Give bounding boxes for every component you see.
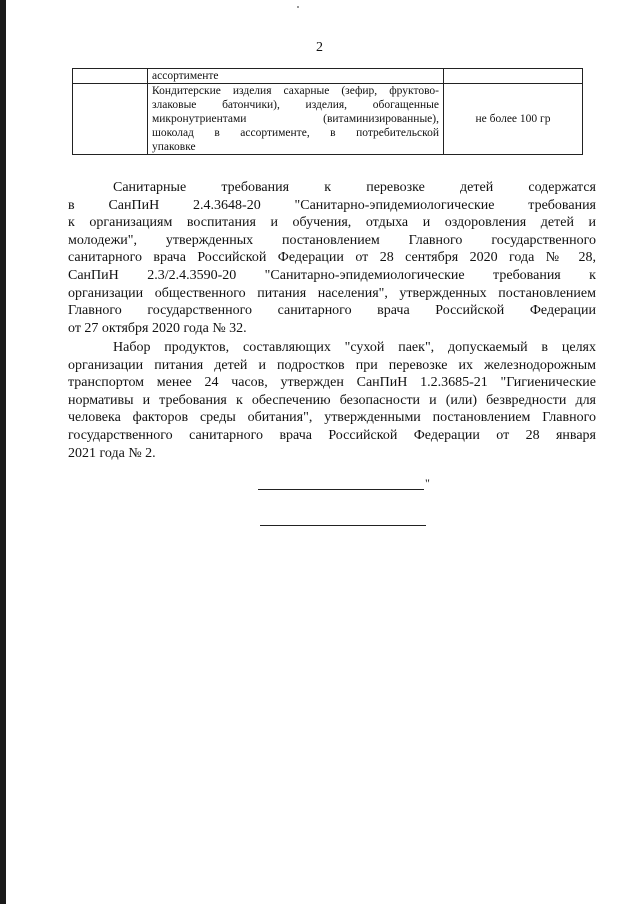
table-cell-product — [148, 84, 444, 155]
table-row — [73, 69, 583, 84]
table-cell-amount — [444, 69, 583, 84]
table-cell-product: ассортименте — [148, 69, 444, 84]
product-line: шоколад в ассортименте, в потребительской — [152, 127, 439, 139]
paragraph-transport-requirements — [68, 179, 596, 337]
product-line: злаковые батончики), изделия, обогащенные — [152, 99, 439, 111]
text-line: 2021 года № 2. — [68, 445, 156, 461]
text-line: Санитарные требования к перевозке детей содержатся — [113, 180, 596, 195]
text-line: государственного санитарного врача Российской Федерации от 28 января — [68, 427, 596, 443]
table-cell-amount: не более 100 гр — [444, 84, 583, 155]
text-line: в СанПиН 2.4.3648-20 "Санитарно-эпидемиологические требования — [68, 197, 596, 213]
text-line: Набор продуктов, составляющих "сухой паек", допускаемый в целях — [113, 340, 596, 355]
page-number: 2 — [316, 40, 323, 55]
text-line: человека факторов среды обитания", утвержденными постановлением Главного — [68, 410, 596, 426]
closing-rule — [258, 489, 424, 490]
products-table — [72, 68, 583, 155]
text-line: нормативы и требования к обеспечению безопасности и (или) безвредности для — [68, 392, 596, 408]
table-cell-empty — [73, 84, 148, 155]
product-line: микронутриентами (витаминизированные), — [152, 113, 439, 125]
text-line: СанПиН 2.3/2.4.3590-20 "Санитарно-эпидемиологические требования к — [68, 267, 596, 283]
product-line: Кондитерские изделия сахарные (зефир, фруктово- — [152, 85, 439, 97]
text-line: организации общественного питания населения", утвержденных постановлением — [68, 285, 596, 301]
text-line: организации питания детей и подростков при перевозке их железнодорожным — [68, 357, 596, 373]
paragraph-dry-ration — [68, 339, 596, 462]
text-line: санитарного врача Российской Федерации от 28 сентября 2020 года № 28, — [68, 250, 596, 266]
table-row — [73, 84, 583, 155]
text-line: от 27 октября 2020 года № 32. — [68, 320, 247, 336]
text-line: к организациям воспитания и обучения, отдыха и оздоровления детей и — [68, 215, 596, 231]
separator-rule — [260, 525, 426, 526]
table-cell-empty — [73, 69, 148, 84]
scan-edge — [0, 0, 6, 904]
text-line: молодежи", утвержденных постановлением Главного государственного — [68, 232, 596, 248]
closing-quote: " — [425, 476, 430, 490]
scan-dot — [297, 6, 299, 8]
text-line: транспортом менее 24 часов, утвержден СанПиН 1.2.3685-21 "Гигиенические — [68, 375, 596, 391]
text-line: Главного государственного санитарного врача Российской Федерации — [68, 303, 596, 319]
product-line: упаковке — [152, 141, 196, 153]
